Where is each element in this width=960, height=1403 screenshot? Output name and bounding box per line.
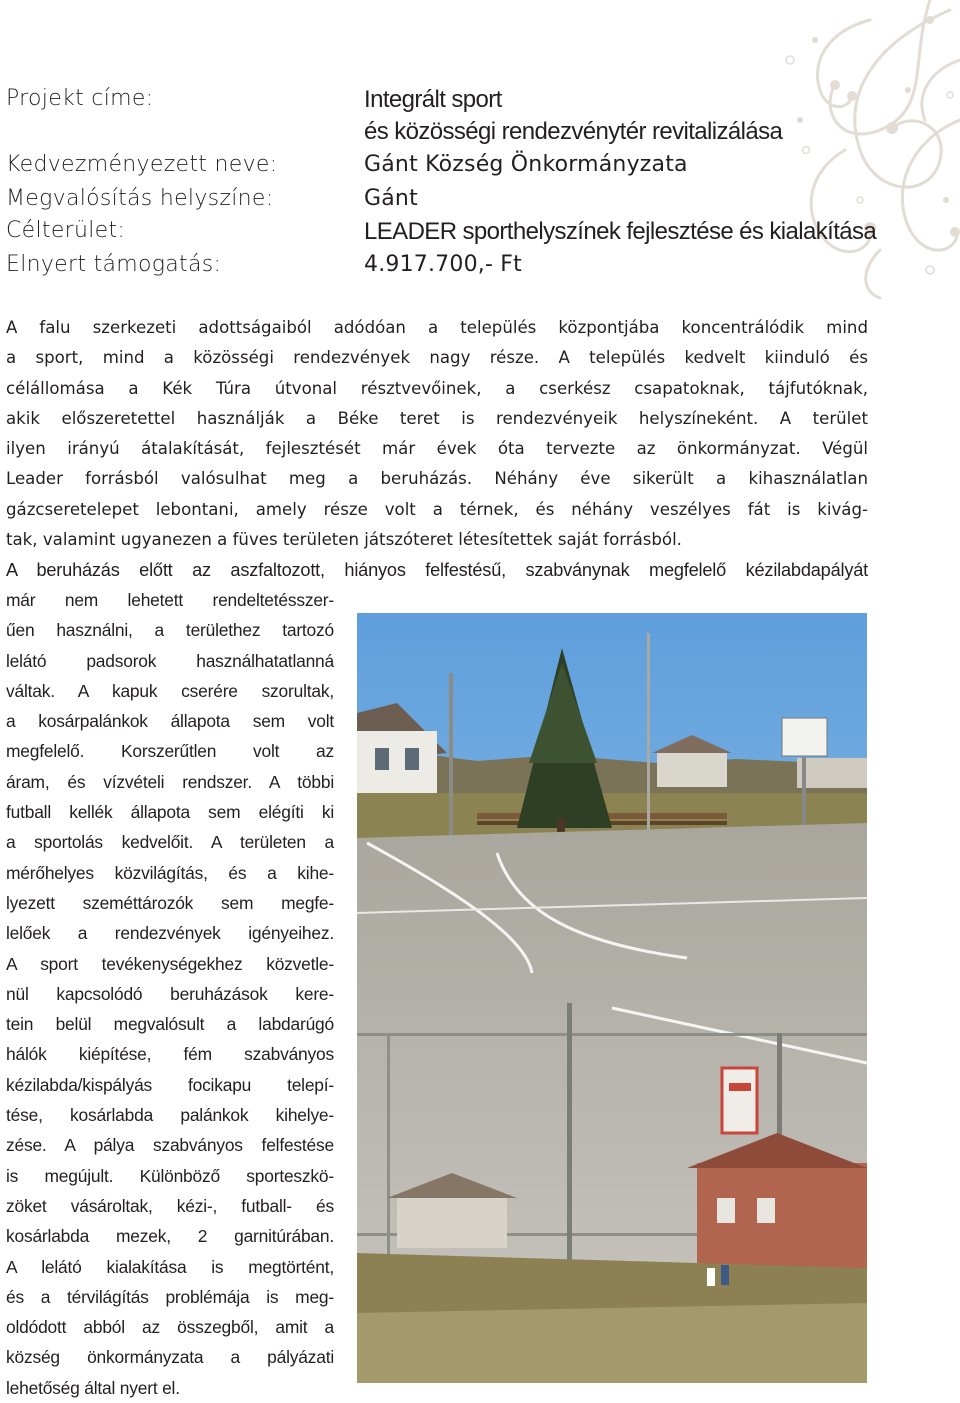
project-title-value-line-2: és közösségi rendezvénytér revitalizálása: [364, 118, 783, 145]
side-line: község önkormányzata a pályázati: [6, 1347, 334, 1368]
side-line: futball kellék állapota sem elégíti ki: [6, 802, 334, 823]
side-line: már nem lehetett rendeltetésszer-: [6, 590, 334, 610]
side-line: oldódott abból az összegből, amit a: [6, 1317, 334, 1338]
side-line: váltak. A kapuk cserére szorultak,: [6, 680, 334, 701]
side-line: és a térvilágítás problémája is meg-: [6, 1286, 334, 1307]
side-text-column: [6, 585, 334, 1403]
side-line: a sportolás kedvelőit. A területen a: [6, 832, 334, 853]
intro-line: a sport, mind a közösségi rendezvények nagy része. A település kedvelt kiinduló és: [6, 348, 868, 368]
intro-line: Leader forrásból valósulhat meg a beruházás. Néhány éve sikerült a kihasználatlan: [6, 469, 868, 489]
side-line: nül kapcsolódó beruházások kere-: [6, 983, 334, 1004]
side-line: kosárlabda mezek, 2 garnitúrában.: [6, 1226, 334, 1247]
project-title-label: Projekt címe:: [6, 86, 154, 111]
target-area-label: Célterület:: [6, 218, 126, 243]
side-line: A lelátó kialakítása is megtörtént,: [6, 1256, 334, 1277]
decorative-swirl-ornament: [630, 0, 960, 300]
side-line: lyezett szeméttározók sem megfe-: [6, 892, 334, 913]
awarded-grant-label: Elnyert támogatás:: [6, 252, 222, 277]
side-line: a kosárpalánkok állapota sem volt: [6, 711, 334, 732]
intro-line: A falu szerkezeti adottságaiból adódóan a település központjába koncentrálódik mind: [6, 318, 868, 337]
sports-court-photo: [357, 613, 867, 1383]
side-line: zése. A pálya szabványos felfestése: [6, 1135, 334, 1156]
side-line: megfelelő. Korszerűtlen volt az: [6, 741, 334, 762]
side-line: lelőek a rendezvények igényeihez.: [6, 923, 334, 944]
side-line: űen használni, a területhez tartozó: [6, 620, 334, 641]
location-value: Gánt: [364, 186, 418, 211]
beneficiary-label: Kedvezményezett neve:: [6, 152, 278, 177]
side-line: A sport tevékenységekhez közvetle-: [6, 953, 334, 974]
intro-paragraph: [6, 313, 868, 555]
awarded-grant-value: 4.917.700,- Ft: [364, 252, 522, 277]
project-title-value-line-1: Integrált sport: [364, 86, 502, 113]
target-area-value: LEADER sporthelyszínek fejlesztése és kialakítása: [364, 218, 877, 245]
side-line: is megújult. Különböző sporteszkö-: [6, 1165, 334, 1186]
side-line: áram, és vízvételi rendszer. A többi: [6, 771, 334, 792]
side-line: kézilabda/kispályás focikapu telepí-: [6, 1074, 334, 1095]
intro-line: akik előszeretettel használják a Béke teret is rendezvényeik helyszíneként. A terület: [6, 408, 868, 428]
location-label: Megvalósítás helyszíne:: [6, 186, 274, 211]
side-line: lelátó padsorok használhatatlanná: [6, 650, 334, 671]
side-line: lehetőség által nyert el.: [6, 1377, 180, 1398]
side-line: tése, kosárlabda palánkok kihelye-: [6, 1105, 334, 1126]
side-line: hálók kiépítése, fém szabványos: [6, 1044, 334, 1065]
intro-line: tak, valamint ugyanezen a füves területen játszóteret létesítettek saját forrásból.: [6, 530, 682, 550]
intro-line: célállomása a Kék Túra útvonal résztvevőinek, a cserkész csapatoknak, tájfutóknak,: [6, 378, 868, 398]
intro-line: gázcseretelepet lebontani, amely része volt a térnek, és néhány veszélyes fát is kivág-: [6, 499, 868, 519]
intro-line: ilyen irányú átalakítását, fejlesztését már évek óta tervezte az önkormányzat. Végül: [6, 439, 868, 459]
side-line: tein belül megvalósult a labdarúgó: [6, 1014, 334, 1035]
beneficiary-value: Gánt Község Önkormányzata: [364, 152, 688, 177]
full-width-line: A beruházás előtt az aszfaltozott, hiányos felfestésű, szabványnak megfelelő kézilabdapályát: [6, 560, 868, 580]
side-line: mérőhelyes közvilágítás, és a kihe-: [6, 862, 334, 883]
side-line: zöket vásároltak, kézi-, futball- és: [6, 1195, 334, 1216]
